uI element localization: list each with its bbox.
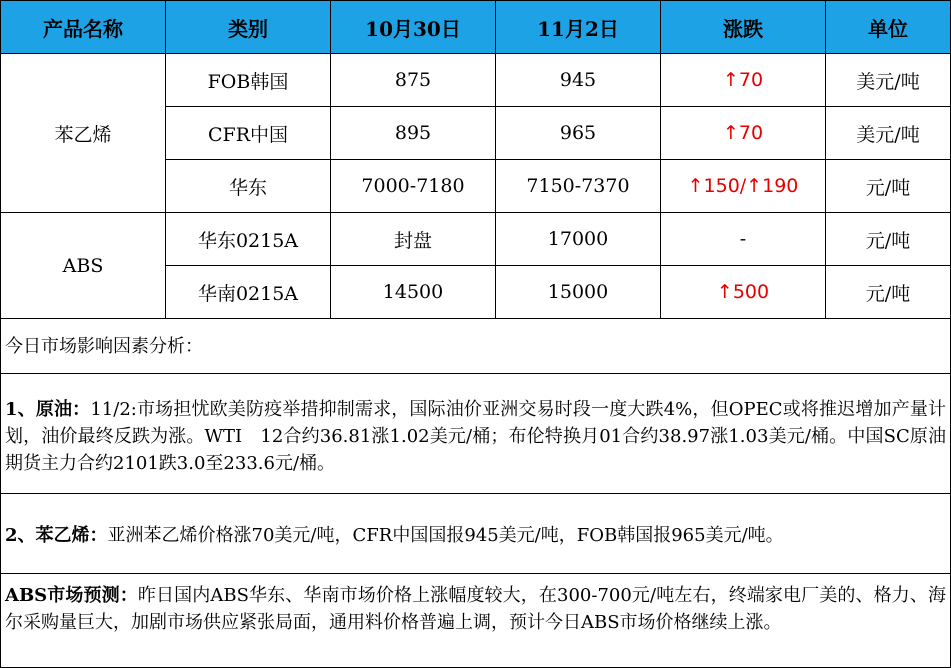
nov2-cell: 965 xyxy=(496,107,661,160)
styrene-section xyxy=(0,494,951,574)
product-styrene: 苯乙烯 xyxy=(1,54,166,213)
styrene-label: 2、苯乙烯： xyxy=(5,525,108,546)
oct30-cell: 875 xyxy=(331,54,496,107)
change-cell: - xyxy=(661,213,826,266)
nov2-cell: 7150-7370 xyxy=(496,160,661,213)
analysis-intro-section xyxy=(0,319,951,374)
nov2-cell: 15000 xyxy=(496,266,661,319)
table-header-row xyxy=(1,1,951,54)
category-cell: FOB韩国 xyxy=(166,54,331,107)
unit-cell: 元/吨 xyxy=(826,160,951,213)
change-cell: ↑500 xyxy=(661,266,826,319)
abs-forecast-label: ABS市场预测： xyxy=(5,585,138,606)
oct30-cell: 14500 xyxy=(331,266,496,319)
crude-oil-paragraph xyxy=(5,396,946,477)
category-cell: CFR中国 xyxy=(166,107,331,160)
unit-cell: 美元/吨 xyxy=(826,107,951,160)
product-abs: ABS xyxy=(1,213,166,319)
table-row xyxy=(1,54,951,107)
crude-oil-section xyxy=(0,374,951,494)
abs-forecast-paragraph xyxy=(5,582,946,636)
header-product: 产品名称 xyxy=(1,1,166,54)
nov2-cell: 17000 xyxy=(496,213,661,266)
header-unit: 单位 xyxy=(826,1,951,54)
header-change: 涨跌 xyxy=(661,1,826,54)
crude-oil-text: 11/2:市场担忧欧美防疫举措抑制需求，国际油价亚洲交易时段一度大跌4%，但OPEC或将推迟增加产量计划，油价最终反跌为涨。WTI 12合约36.81涨1.02美元/桶；布伦特换月01合约38.97涨1.03美元/桶。中国SC原油期货主力合约2101跌3.0至233.6元/桶。 xyxy=(5,399,946,474)
oct30-cell: 895 xyxy=(331,107,496,160)
change-cell: ↑150/↑190 xyxy=(661,160,826,213)
abs-forecast-section xyxy=(0,574,951,668)
category-cell: 华东 xyxy=(166,160,331,213)
change-cell: ↑70 xyxy=(661,54,826,107)
nov2-cell: 945 xyxy=(496,54,661,107)
crude-oil-label: 1、原油： xyxy=(5,399,91,420)
category-cell: 华南0215A xyxy=(166,266,331,319)
unit-cell: 元/吨 xyxy=(826,266,951,319)
header-nov2: 11月2日 xyxy=(496,1,661,54)
header-category: 类别 xyxy=(166,1,331,54)
price-table xyxy=(0,0,951,319)
styrene-text: 亚洲苯乙烯价格涨70美元/吨，CFR中国国报945美元/吨，FOB韩国报965美元/吨。 xyxy=(107,525,784,546)
header-oct30: 10月30日 xyxy=(331,1,496,54)
category-cell: 华东0215A xyxy=(166,213,331,266)
styrene-paragraph xyxy=(5,522,946,549)
abs-forecast-text: 昨日国内ABS华东、华南市场价格上涨幅度较大，在300-700元/吨左右，终端家电厂美的、格力、海尔采购量巨大，加剧市场供应紧张局面，通用料价格普遍上调，预计今日ABS市场价格继续上涨。 xyxy=(5,585,946,633)
analysis-intro: 今日市场影响因素分析： xyxy=(5,336,203,357)
change-cell: ↑70 xyxy=(661,107,826,160)
table-row xyxy=(1,213,951,266)
unit-cell: 美元/吨 xyxy=(826,54,951,107)
unit-cell: 元/吨 xyxy=(826,213,951,266)
oct30-cell: 封盘 xyxy=(331,213,496,266)
oct30-cell: 7000-7180 xyxy=(331,160,496,213)
